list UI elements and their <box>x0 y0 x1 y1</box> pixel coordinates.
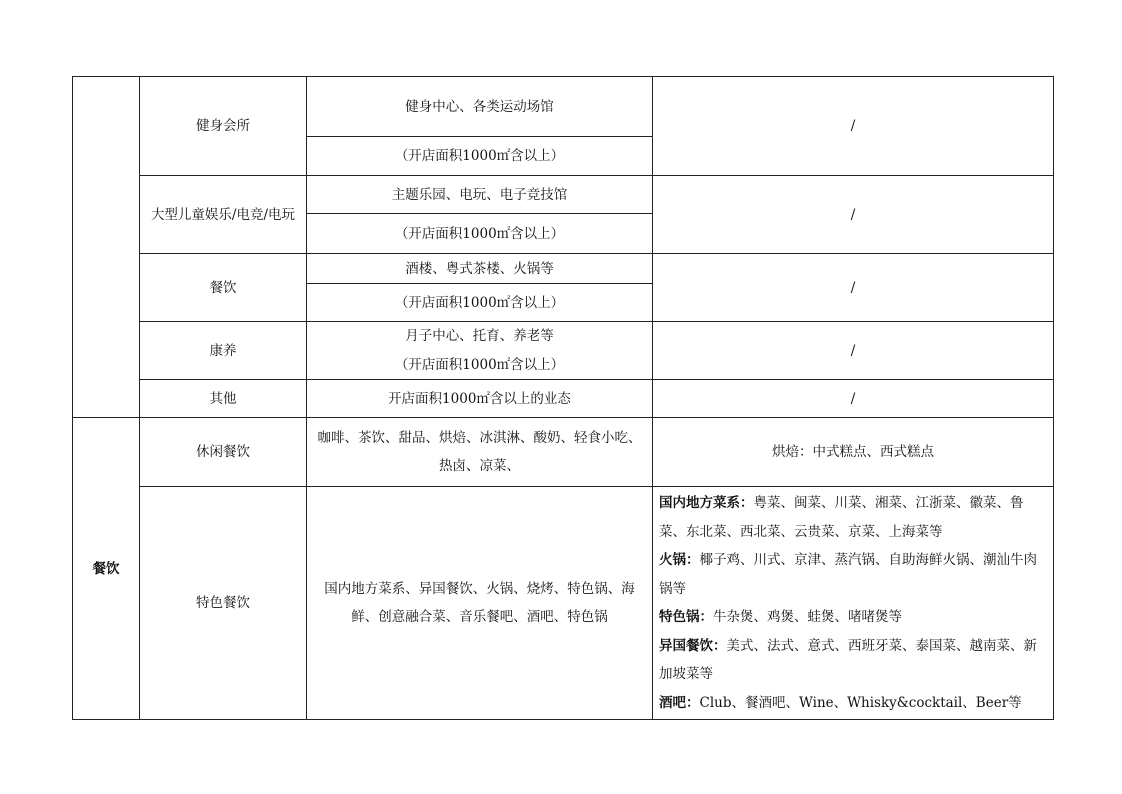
table-row <box>73 77 1054 137</box>
row-name-dining: 餐饮 <box>140 254 307 322</box>
detail-label: 酒吧： <box>659 694 700 711</box>
row-area-wellness: （开店面积1000㎡含以上） <box>307 351 653 380</box>
table-row <box>73 254 1054 284</box>
category-cell-empty <box>73 77 140 418</box>
row-name-specialty: 特色餐饮 <box>140 487 307 720</box>
table-row <box>73 487 1054 720</box>
table-row <box>73 322 1054 351</box>
category-dining: 餐饮 <box>73 418 140 720</box>
detail-text: 粤菜、闽菜、川菜、湘菜、江浙菜、徽菜、鲁菜、东北菜、西北菜、云贵菜、京菜、上海菜等 <box>659 495 1024 540</box>
table-row <box>73 418 1054 487</box>
detail-foreign <box>659 632 1047 689</box>
detail-label: 特色锅： <box>659 609 713 625</box>
row-note-dining: / <box>653 254 1054 322</box>
detail-domestic <box>659 489 1047 546</box>
specialty-details <box>653 487 1054 720</box>
row-note-kids: / <box>653 176 1054 254</box>
row-desc-dining: 酒楼、粤式茶楼、火锅等 <box>307 254 653 284</box>
row-note-fitness: / <box>653 77 1054 176</box>
row-area-kids: （开店面积1000㎡含以上） <box>307 214 653 254</box>
row-name-other: 其他 <box>140 380 307 418</box>
detail-text: Club、餐酒吧、Wine、Whisky&cocktail、Beer等 <box>699 694 1022 711</box>
business-type-table <box>72 76 1054 720</box>
detail-bar <box>659 689 1047 718</box>
detail-hotpot <box>659 546 1047 603</box>
row-note-wellness: / <box>653 322 1054 380</box>
row-desc-leisure: 咖啡、茶饮、甜品、烘焙、冰淇淋、酸奶、轻食小吃、热卤、凉菜、 <box>307 418 653 487</box>
row-name-wellness: 康养 <box>140 322 307 380</box>
detail-label: 火锅： <box>659 552 700 568</box>
row-note-other: / <box>653 380 1054 418</box>
row-desc-specialty: 国内地方菜系、异国餐饮、火锅、烧烤、特色锅、海鲜、创意融合菜、音乐餐吧、酒吧、特色锅 <box>307 487 653 720</box>
row-desc-wellness: 月子中心、托育、养老等 <box>307 322 653 351</box>
row-desc-other: 开店面积1000㎡含以上的业态 <box>307 380 653 418</box>
row-note-leisure: 烘焙：中式糕点、西式糕点 <box>653 418 1054 487</box>
detail-text: 牛杂煲、鸡煲、蛙煲、啫啫煲等 <box>713 609 902 625</box>
row-desc-fitness: 健身中心、各类运动场馆 <box>307 77 653 137</box>
row-name-fitness: 健身会所 <box>140 77 307 176</box>
row-desc-kids: 主题乐园、电玩、电子竞技馆 <box>307 176 653 214</box>
row-area-fitness: （开店面积1000㎡含以上） <box>307 137 653 176</box>
row-name-leisure: 休闲餐饮 <box>140 418 307 487</box>
detail-specialty-pot <box>659 603 1047 632</box>
table-row <box>73 380 1054 418</box>
row-area-dining: （开店面积1000㎡含以上） <box>307 284 653 322</box>
detail-label: 异国餐饮： <box>659 637 727 654</box>
detail-text: 椰子鸡、川式、京津、蒸汽锅、自助海鲜火锅、潮汕牛肉锅等 <box>659 552 1037 597</box>
row-name-kids: 大型儿童娱乐/电竞/电玩 <box>140 176 307 254</box>
detail-text: 美式、法式、意式、西班牙菜、泰国菜、越南菜、新加坡菜等 <box>659 637 1037 682</box>
detail-label: 国内地方菜系： <box>659 495 754 511</box>
table-row <box>73 176 1054 214</box>
